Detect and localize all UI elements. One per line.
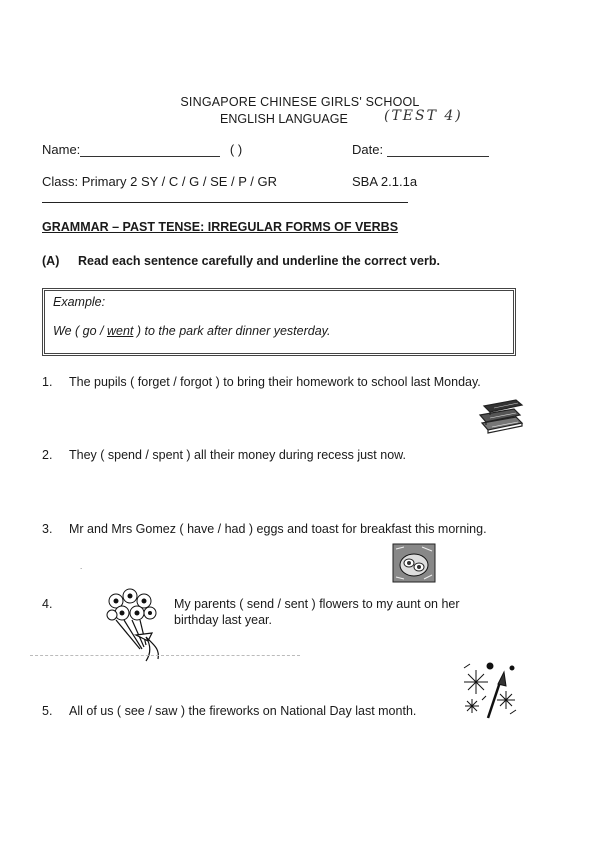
question-4-number: 4. [42, 597, 53, 611]
question-text[interactable]: The pupils ( forget / forgot ) to bring their homework to school last Monday. [69, 375, 481, 389]
part-label: (A) [42, 254, 60, 268]
question-text[interactable]: They ( spend / spent ) all their money during recess just now. [69, 448, 406, 462]
question-1 [42, 375, 481, 389]
sba-code: SBA 2.1.1a [352, 174, 418, 189]
instruction [42, 254, 440, 268]
flower-bouquet-icon [102, 587, 166, 663]
question-2 [42, 448, 406, 462]
question-text[interactable]: Mr and Mrs Gomez ( have / had ) eggs and toast for breakfast this morning. [69, 522, 487, 536]
breakfast-icon [392, 543, 436, 583]
stray-mark: . [80, 562, 83, 571]
scan-artifact-line [30, 655, 300, 656]
header-divider [42, 202, 408, 203]
index-number-bracket: ( ) [229, 142, 243, 157]
question-5 [42, 704, 416, 718]
instruction-text: Read each sentence carefully and underline the correct verb. [78, 254, 440, 268]
class-label: Class: Primary 2 SY / C / G / SE / P / GR [42, 174, 278, 189]
fireworks-icon [460, 660, 520, 720]
question-3 [42, 522, 487, 536]
question-number: 1. [42, 375, 53, 389]
example-before: We ( go / [53, 324, 107, 338]
question-number: 3. [42, 522, 53, 536]
date-label: Date: [352, 142, 384, 157]
school-name: SINGAPORE CHINESE GIRLS' SCHOOL [180, 95, 420, 109]
subject-title: ENGLISH LANGUAGE [220, 112, 348, 126]
handwritten-test-label: (TEST 4) [384, 108, 463, 124]
question-4-line-2[interactable]: birthday last year. [174, 613, 272, 627]
name-field-row [42, 142, 242, 157]
example-sentence [53, 324, 330, 338]
name-label: Name: [42, 142, 81, 157]
question-number: 2. [42, 448, 53, 462]
date-field-row [352, 142, 489, 157]
date-blank[interactable] [387, 144, 489, 157]
question-number: 5. [42, 704, 53, 718]
example-title: Example: [53, 295, 106, 309]
question-text[interactable]: All of us ( see / saw ) the fireworks on National Day last month. [69, 704, 417, 718]
example-answer: went [106, 324, 134, 338]
question-4-line-1[interactable]: My parents ( send / sent ) flowers to my aunt on her [174, 597, 460, 611]
example-box [42, 288, 516, 356]
example-after: ) to the park after dinner yesterday. [133, 324, 331, 338]
section-heading: GRAMMAR – PAST TENSE: IRREGULAR FORMS OF VERBS [42, 220, 399, 234]
books-icon [476, 393, 526, 435]
name-blank[interactable] [80, 144, 220, 157]
